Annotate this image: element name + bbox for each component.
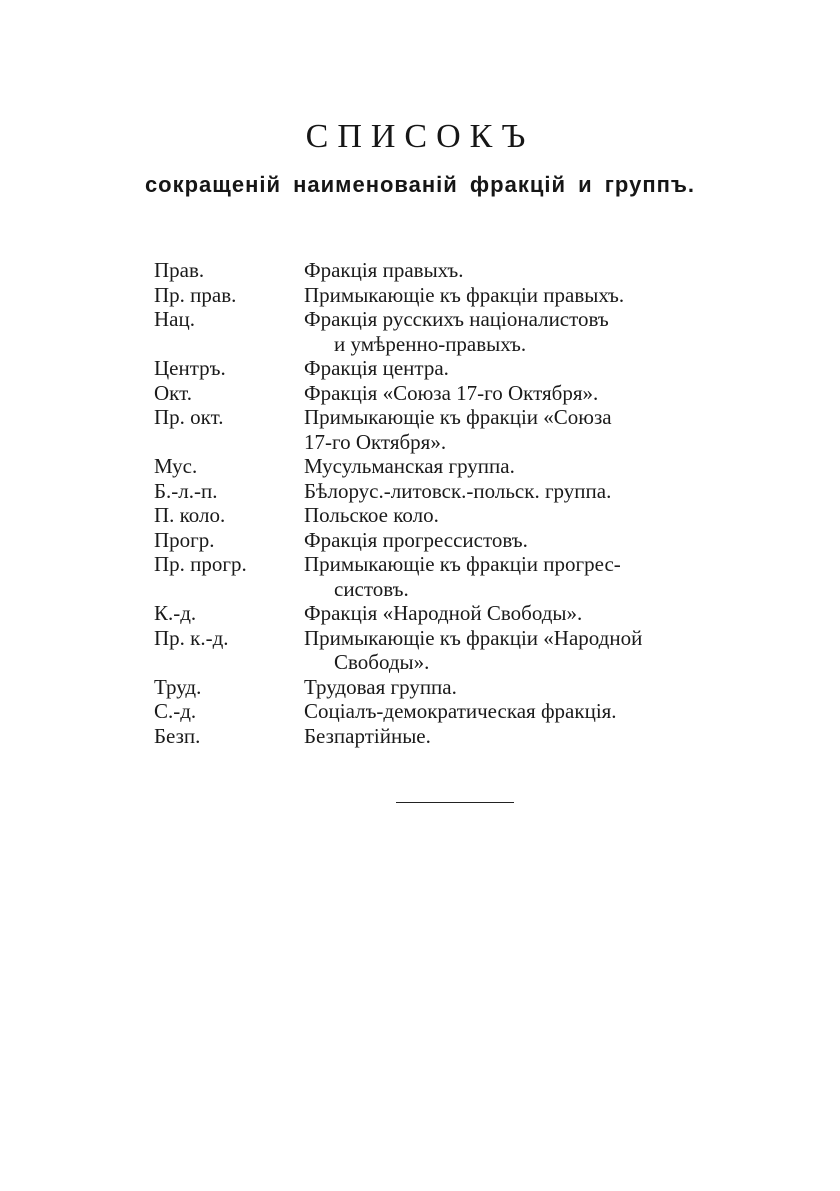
abbreviation-meaning — [304, 552, 744, 601]
list-item — [154, 724, 744, 749]
abbreviation: Прав. — [154, 258, 205, 282]
list-item — [154, 381, 744, 406]
meaning-line: Фракція центра. — [304, 356, 449, 380]
list-item — [154, 528, 744, 553]
list-item — [154, 454, 744, 479]
abbreviation: Пр. прогр. — [154, 552, 247, 576]
meaning-line: Примыкающіе къ фракціи «Народной — [304, 625, 643, 650]
meaning-line: систовъ. — [334, 576, 409, 601]
list-item — [154, 307, 744, 356]
list-item — [154, 552, 744, 601]
abbreviation-meaning — [304, 503, 744, 528]
abbreviation-meaning — [304, 699, 744, 724]
abbreviation: П. коло. — [154, 503, 226, 527]
abbreviation: Прогр. — [154, 527, 215, 552]
meaning-line: Примыкающіе къ фракціи правыхъ. — [304, 282, 625, 307]
abbreviation-meaning — [304, 528, 744, 553]
meaning-line: и умѣренно-правыхъ. — [334, 331, 527, 356]
list-item — [154, 405, 744, 454]
meaning-line: Трудовая группа. — [304, 674, 457, 699]
abbreviation: Центръ. — [154, 356, 226, 380]
meaning-line: 17-го Октября». — [304, 429, 447, 454]
abbreviation-meaning — [304, 479, 744, 504]
meaning-line: Примыкающіе къ фракціи «Союза — [304, 405, 612, 429]
meaning-line: Мусульманская группа. — [304, 454, 515, 478]
abbreviation: К.-д. — [154, 601, 197, 625]
list-item — [154, 675, 744, 700]
meaning-line: Фракція правыхъ. — [304, 258, 464, 282]
abbreviation: Труд. — [154, 674, 202, 699]
closing-rule — [396, 802, 514, 803]
abbreviation: Б.-л.-п. — [154, 478, 218, 503]
meaning-line: Фракція «Народной Свободы». — [304, 601, 583, 625]
abbreviation-list — [154, 258, 744, 748]
page-subtitle: сокращеній наименованій фракцій и группъ. — [144, 172, 696, 197]
list-item — [154, 601, 744, 626]
page-title: СПИСОКЪ — [305, 118, 535, 155]
abbreviation-meaning — [304, 381, 744, 406]
abbreviation-meaning — [304, 405, 744, 454]
abbreviation-meaning — [304, 283, 744, 308]
abbreviation: Мус. — [154, 454, 198, 478]
meaning-line: Фракція русскихъ націоналистовъ — [304, 307, 609, 331]
abbreviation-meaning — [304, 307, 744, 356]
meaning-line: Польское коло. — [304, 503, 439, 527]
meaning-line: Бѣлорус.-литовск.-польск. группа. — [304, 478, 612, 503]
abbreviation-meaning — [304, 258, 744, 283]
abbreviation-meaning — [304, 626, 744, 675]
abbreviation: Безп. — [154, 723, 201, 748]
meaning-line: Соціалъ-демократическая фракція. — [304, 699, 617, 723]
meaning-line: Фракція «Союза 17-го Октября». — [304, 380, 599, 405]
meaning-line: Примыкающіе къ фракціи прогрес- — [304, 552, 621, 576]
list-item — [154, 699, 744, 724]
list-item — [154, 626, 744, 675]
meaning-line: Свободы». — [334, 650, 430, 674]
meaning-line: Фракція прогрессистовъ. — [304, 527, 528, 552]
abbreviation-meaning — [304, 601, 744, 626]
abbreviation: Пр. к.-д. — [154, 625, 229, 650]
abbreviation: Нац. — [154, 307, 195, 331]
list-item — [154, 479, 744, 504]
meaning-line: Безпартійные. — [304, 723, 431, 748]
list-item — [154, 503, 744, 528]
abbreviation-meaning — [304, 675, 744, 700]
abbreviation-meaning — [304, 454, 744, 479]
abbreviation: Окт. — [154, 380, 192, 405]
list-item — [154, 356, 744, 381]
list-item — [154, 283, 744, 308]
list-item — [154, 258, 744, 283]
abbreviation-meaning — [304, 356, 744, 381]
abbreviation: Пр. окт. — [154, 405, 224, 429]
abbreviation: С.-д. — [154, 699, 197, 723]
abbreviation-meaning — [304, 724, 744, 749]
abbreviation: Пр. прав. — [154, 282, 237, 307]
